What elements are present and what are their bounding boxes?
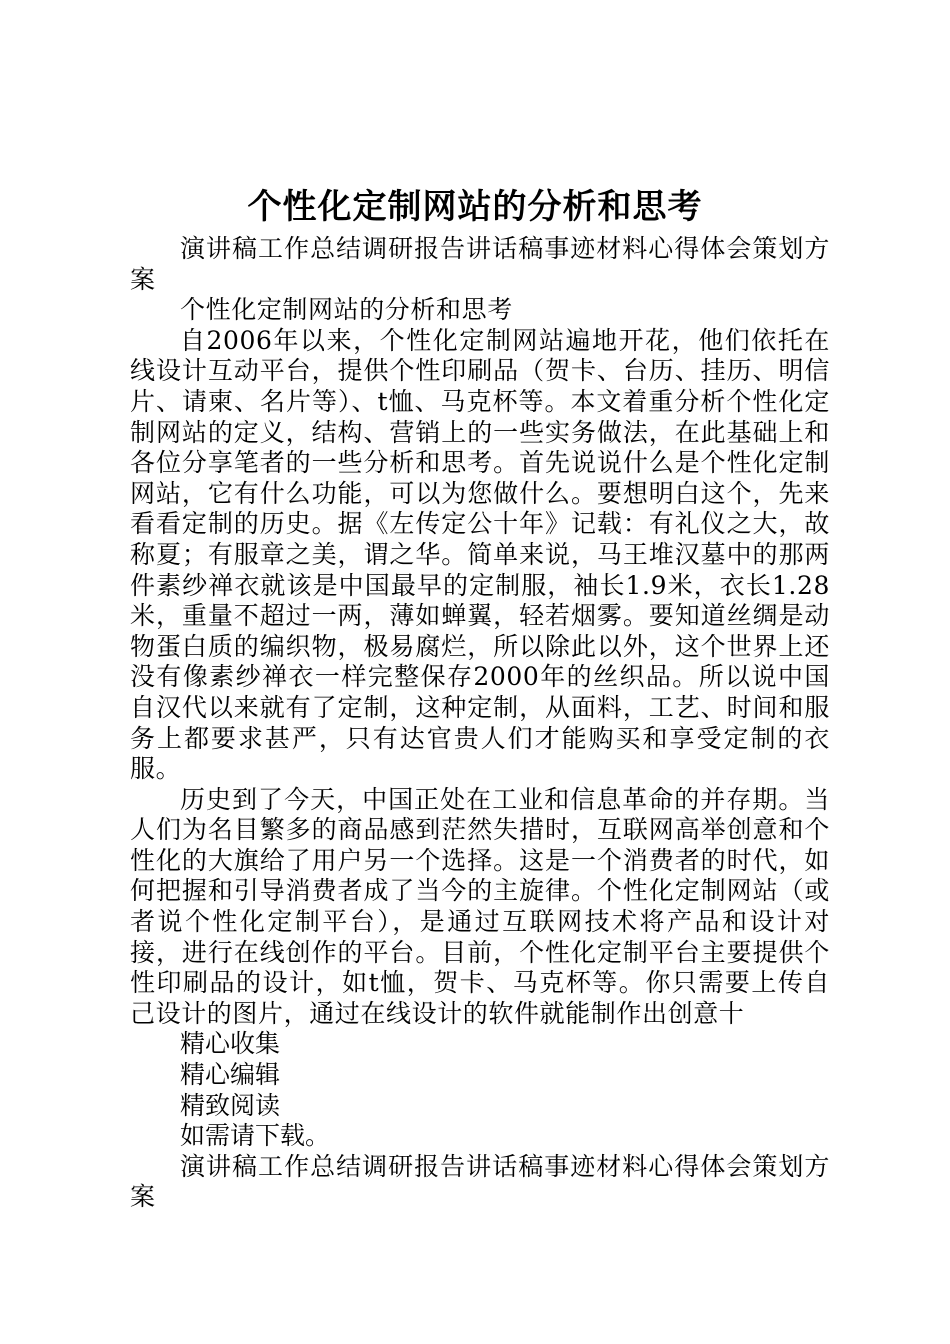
document-body bbox=[130, 234, 830, 1213]
note-reading: 精致阅读 bbox=[180, 1090, 281, 1120]
note-edited: 精心编辑 bbox=[180, 1060, 281, 1090]
note-download: 如需请下载。 bbox=[180, 1121, 331, 1151]
paragraph-today: 历史到了今天，中国正处在工业和信息革命的并存期。当人们为名目繁多的商品感到茫然失措时，互联网高举创意和个性化的大旗给了用户另一个选择。这是一个消费者的时代，如何把握和引导消费者成了当今的主旋律。个性化定制网站（或者说个性化定制平台），是通过互联网技术将产品和设计对接，进行在线创作的平台。目前，个性化定制平台主要提供个性印刷品的设计，如t恤，贺卡、马克杯等。你只需要上传自己设计的图片，通过在线设计的软件就能制作出创意十 bbox=[130, 784, 830, 1028]
document-title: 个性化定制网站的分析和思考 bbox=[247, 187, 703, 227]
header-category-line: 演讲稿工作总结调研报告讲话稿事迹材料心得体会策划方案 bbox=[130, 234, 830, 294]
paragraph-history: 自2006年以来，个性化定制网站遍地开花，他们依托在线设计互动平台，提供个性印刷品（贺卡、台历、挂历、明信片、请柬、名片等）、t恤、马克杯等。本文着重分析个性化定制网站的定义，结构、营销上的一些实务做法，在此基础上和各位分享笔者的一些分析和思考。首先说说什么是个性化定制网站，它有什么功能，可以为您做什么。要想明白这个，先来看看定制的历史。据《左传定公十年》记载：有礼仪之大，故称夏；有服章之美，谓之华。简单来说，马王堆汉墓中的那两件素纱禅衣就该是中国最早的定制服，袖长1.9米，衣长1.28米，重量不超过一两，薄如蝉翼，轻若烟雾。要知道丝绸是动物蛋白质的编织物，极易腐烂，所以除此以外，这个世界上还没有像素纱禅衣一样完整保存2000年的丝织品。所以说中国自汉代以来就有了定制，这种定制，从面料，工艺、时间和服务上都要求甚严，只有达官贵人们才能购买和享受定制的衣服。 bbox=[130, 325, 830, 784]
footer-category-line: 演讲稿工作总结调研报告讲话稿事迹材料心得体会策划方案 bbox=[130, 1151, 830, 1212]
document-subtitle: 个性化定制网站的分析和思考 bbox=[180, 295, 513, 325]
note-collected: 精心收集 bbox=[180, 1029, 281, 1059]
